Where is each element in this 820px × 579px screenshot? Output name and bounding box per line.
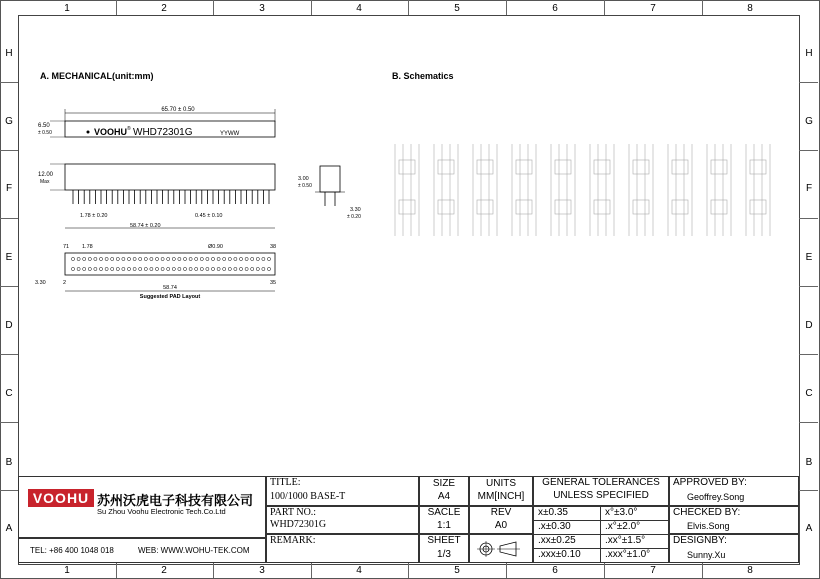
pad — [116, 267, 119, 270]
pad — [267, 267, 270, 270]
pad — [161, 257, 164, 260]
zone-row-B: B — [805, 457, 813, 468]
transformer-channel — [590, 144, 614, 236]
zone-row-B: B — [5, 457, 13, 468]
pad — [251, 267, 254, 270]
body-logo: VOOHU — [94, 127, 128, 137]
tolerance-cell: x±0.35 — [538, 507, 568, 518]
transformer-channel — [395, 144, 419, 236]
pad — [189, 257, 192, 260]
pad — [211, 257, 214, 260]
pad — [133, 267, 136, 270]
pad — [223, 267, 226, 270]
title-value: 100/1000 BASE-T — [270, 491, 346, 502]
pad — [111, 257, 114, 260]
pad — [161, 267, 164, 270]
transformer-channel — [668, 144, 692, 236]
pad — [206, 267, 209, 270]
pad — [262, 257, 265, 260]
pad — [94, 257, 97, 260]
pad — [155, 267, 158, 270]
zone-col-2: 2 — [161, 3, 167, 14]
pad — [77, 257, 80, 260]
pad — [83, 257, 86, 260]
pad — [245, 257, 248, 260]
pad — [99, 257, 102, 260]
zone-col-7: 7 — [650, 3, 656, 14]
pad — [105, 267, 108, 270]
svg-text:Max: Max — [40, 179, 50, 185]
zone-row-C: C — [805, 388, 813, 399]
schematics-title: B. Schematics — [392, 71, 454, 81]
pad — [172, 257, 175, 260]
zone-col-8: 8 — [747, 565, 753, 576]
transformer-channel — [551, 144, 575, 236]
pad — [262, 267, 265, 270]
tolerance-cell: .xxx±0.10 — [538, 549, 581, 560]
zone-row-D: D — [805, 320, 813, 331]
pad — [155, 257, 158, 260]
svg-text:± 0.50: ± 0.50 — [38, 130, 52, 136]
pad — [77, 267, 80, 270]
part-marking: WHD72301G — [133, 127, 193, 138]
mechanical-drawing — [30, 100, 290, 300]
transformer-channel — [746, 144, 770, 236]
pad — [206, 257, 209, 260]
pad — [228, 267, 231, 270]
zone-row-E: E — [805, 252, 813, 263]
mechanical-title: A. MECHANICAL(unit:mm) — [40, 71, 154, 81]
company-en: Su Zhou Voohu Electronic Tech.Co.Ltd — [97, 507, 226, 516]
pad — [256, 267, 259, 270]
designed-by: Sunny.Xu — [687, 550, 726, 560]
svg-text:2: 2 — [63, 280, 67, 286]
pad — [139, 267, 142, 270]
zone-row-C: C — [5, 388, 13, 399]
pad — [88, 267, 91, 270]
zone-col-3: 3 — [259, 3, 265, 14]
transformer-channel — [434, 144, 458, 236]
pad — [133, 257, 136, 260]
pad — [150, 267, 153, 270]
svg-text:3.30: 3.30 — [35, 280, 46, 286]
pad — [239, 267, 242, 270]
pad — [178, 257, 181, 260]
pad-caption: Suggested PAD Layout — [139, 294, 201, 300]
title-label: TITLE: — [270, 477, 301, 488]
tolerance-cell: .xx±0.25 — [538, 535, 576, 546]
zone-col-5: 5 — [454, 565, 460, 576]
pad — [183, 267, 186, 270]
pad — [189, 267, 192, 270]
pad — [122, 257, 125, 260]
pad — [144, 267, 147, 270]
zone-col-5: 5 — [454, 3, 460, 14]
zone-col-7: 7 — [650, 565, 656, 576]
pad — [127, 257, 130, 260]
pad — [127, 267, 130, 270]
zone-col-3: 3 — [259, 565, 265, 576]
svg-text:3.30: 3.30 — [350, 207, 361, 213]
pad — [71, 257, 74, 260]
pad — [122, 267, 125, 270]
svg-text:± 0.20: ± 0.20 — [347, 214, 361, 220]
pad — [88, 257, 91, 260]
pad — [150, 257, 153, 260]
svg-text:1.78: 1.78 — [82, 244, 93, 250]
zone-row-E: E — [5, 252, 13, 263]
pad — [245, 267, 248, 270]
pad — [105, 257, 108, 260]
pad — [167, 257, 170, 260]
svg-text:71: 71 — [63, 244, 70, 250]
svg-text:Ø0.90: Ø0.90 — [208, 244, 223, 250]
schematic-drawing — [390, 120, 790, 260]
pad — [144, 257, 147, 260]
zone-col-4: 4 — [356, 565, 362, 576]
pad — [111, 267, 114, 270]
zone-row-A: A — [5, 523, 13, 534]
zone-col-2: 2 — [161, 565, 167, 576]
pad — [116, 257, 119, 260]
pad — [195, 257, 198, 260]
zone-row-D: D — [5, 320, 13, 331]
pad — [71, 267, 74, 270]
transformer-channel — [629, 144, 653, 236]
pad — [217, 257, 220, 260]
pad — [167, 267, 170, 270]
zone-col-1: 1 — [64, 3, 70, 14]
pad — [83, 267, 86, 270]
web: WEB: WWW.WOHU-TEK.COM — [138, 546, 250, 555]
pad — [200, 267, 203, 270]
projection-symbol — [476, 540, 526, 558]
transformer-channel — [707, 144, 731, 236]
part-label: PART NO.: — [270, 507, 317, 518]
transformer-channel — [473, 144, 497, 236]
pad — [200, 257, 203, 260]
dim-top-width: 65.70 ± 0.50 — [161, 107, 195, 113]
pad — [228, 257, 231, 260]
svg-text:6.50: 6.50 — [38, 123, 50, 129]
zone-col-6: 6 — [552, 3, 558, 14]
company-logo: VOOHU — [28, 489, 94, 507]
pad — [239, 257, 242, 260]
tolerance-cell: .xxx°±1.0° — [605, 549, 651, 560]
pad — [217, 267, 220, 270]
pad — [183, 257, 186, 260]
svg-text:1.78 ± 0.20: 1.78 ± 0.20 — [80, 213, 108, 219]
zone-col-4: 4 — [356, 3, 362, 14]
pad — [139, 257, 142, 260]
zone-row-G: G — [5, 116, 13, 127]
pad — [195, 267, 198, 270]
checked-by: Elvis.Song — [687, 521, 730, 531]
zone-row-A: A — [805, 523, 813, 534]
remark-label: REMARK: — [270, 535, 316, 546]
zone-row-F: F — [805, 183, 813, 194]
zone-row-H: H — [5, 48, 13, 59]
svg-text:± 0.50: ± 0.50 — [298, 183, 312, 189]
pad — [172, 267, 175, 270]
tolerance-cell: .xx°±1.5° — [605, 535, 646, 546]
svg-text:58.74 ± 0.20: 58.74 ± 0.20 — [130, 223, 161, 229]
pad — [267, 257, 270, 260]
zone-col-8: 8 — [747, 3, 753, 14]
svg-text:3.00: 3.00 — [298, 176, 309, 182]
pad — [94, 267, 97, 270]
transformer-channel — [512, 144, 536, 236]
pad — [234, 257, 237, 260]
pad — [211, 267, 214, 270]
zone-col-6: 6 — [552, 565, 558, 576]
pad — [256, 257, 259, 260]
svg-text:0.45 ± 0.10: 0.45 ± 0.10 — [195, 213, 223, 219]
svg-text:38: 38 — [270, 244, 277, 250]
company-cn: 苏州沃虎电子科技有限公司 — [97, 493, 254, 508]
svg-text:35: 35 — [270, 280, 277, 286]
tolerance-cell: .x°±2.0° — [605, 521, 641, 532]
svg-text:58.74: 58.74 — [163, 285, 177, 291]
pad — [251, 257, 254, 260]
tel: TEL: +86 400 1048 018 — [30, 546, 114, 555]
zone-col-1: 1 — [64, 565, 70, 576]
zone-row-H: H — [805, 48, 813, 59]
pad — [234, 267, 237, 270]
zone-row-F: F — [5, 183, 13, 194]
side-view — [295, 158, 385, 228]
pad — [178, 267, 181, 270]
zone-row-G: G — [805, 116, 813, 127]
pad — [99, 267, 102, 270]
svg-text:®: ® — [127, 126, 131, 132]
svg-text:12.00: 12.00 — [38, 172, 54, 178]
pad — [223, 257, 226, 260]
tolerance-cell: x°±3.0° — [605, 507, 638, 518]
part-value: WHD72301G — [270, 519, 327, 530]
tolerance-cell: .x±0.30 — [538, 521, 571, 532]
svg-text:YYWW: YYWW — [220, 131, 240, 137]
approved-by: Geoffrey.Song — [687, 492, 745, 502]
